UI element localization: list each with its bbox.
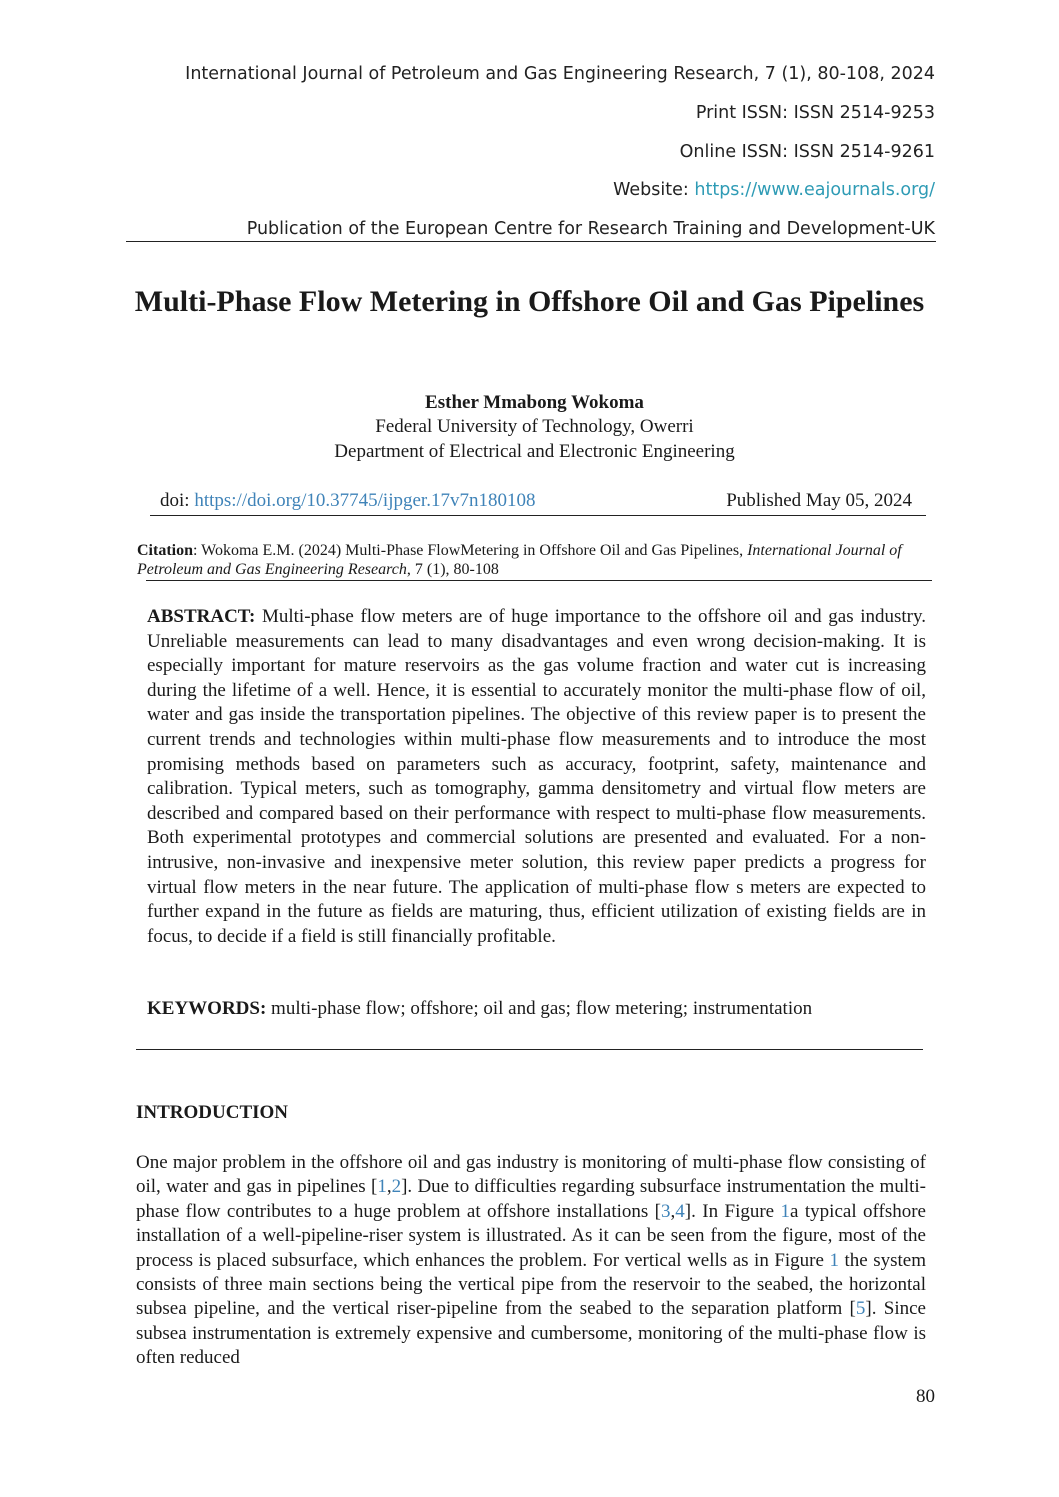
intro-text: ]. In Figure: [684, 1200, 781, 1222]
website-link[interactable]: https://www.eajournals.org/: [694, 180, 935, 200]
abstract-text: Multi-phase flow meters are of huge importance to the offshore oil and gas industry. Unreliable measurements can lead to many disadvantages and even wrong decision-making. It is especially important for mature reservoirs as the gas volume fraction and water cut is increasing during the lifetime of a well. Hence, it is essential to accurately monitor the multi-phase flow of oil, water and gas inside the transportation pipelines. The objective of this review paper is to present the current trends and technologies within multi-phase flow measurements and to introduce the most promising methods based on parameters such as accuracy, footprint, safety, maintenance and calibration. Typical meters, such as tomography, gamma densitometry and virtual flow meters are described and compared based on their performance with respect to multi-phase flow measurements. Both experimental prototypes and commercial solutions are presented and evaluated. For a non-intrusive, non-invasive and inexpensive meter solution, this review paper predicts a progress for virtual flow meters in the near future. The application of multi-phase flow s meters are expected to further expand in the future as fields are maturing, thus, efficient utilization of existing fields are in focus, to decide if a field is still financially profitable.: [147, 606, 926, 947]
intro-text: ,: [386, 1176, 392, 1198]
keywords-text: multi-phase flow; offshore; oil and gas; flow metering; instrumentation: [266, 998, 813, 1019]
doi-row: [160, 490, 912, 512]
online-issn: Online ISSN: ISSN 2514-9261: [679, 142, 935, 162]
reference-link[interactable]: 2: [391, 1176, 402, 1198]
doi-link[interactable]: https://doi.org/10.37745/ijpger.17v7n180108: [194, 490, 536, 511]
reference-link[interactable]: 4: [675, 1200, 685, 1222]
affiliation-university: Federal University of Technology, Owerri: [375, 416, 694, 437]
doi-label: doi:: [160, 490, 195, 511]
publisher-line: Publication of the European Centre for Research Training and Development-UK: [246, 219, 935, 239]
introduction-paragraph: [136, 1151, 926, 1371]
website-label: Website:: [613, 180, 695, 200]
website-line: [613, 180, 935, 200]
citation-label: Citation: [137, 542, 193, 559]
section-heading-introduction: INTRODUCTION: [136, 1102, 289, 1123]
intro-text: One major problem in the offshore oil and gas industry is monitoring of multi-phase flow consisting of oil, water and gas in pipelines [: [136, 1152, 926, 1198]
page-number: 80: [916, 1386, 935, 1407]
intro-text: the system consists of three main sections being the vertical pipe from the reservoir to the seabed, the horizontal subsea pipeline, and the vertical riser-pipeline from the seabed to the separation platform [: [136, 1249, 926, 1320]
reference-link[interactable]: 1: [377, 1176, 387, 1198]
citation-volume: , 7 (1), 80-108: [406, 561, 499, 578]
keywords-label: KEYWORDS:: [147, 998, 267, 1019]
page-title: Multi-Phase Flow Metering in Offshore Oil and Gas Pipelines: [134, 285, 925, 318]
figure-link[interactable]: 1: [780, 1200, 791, 1222]
abstract-label: ABSTRACT:: [147, 606, 256, 627]
print-issn: Print ISSN: ISSN 2514-9253: [695, 103, 935, 123]
intro-text: ,: [670, 1200, 676, 1222]
doi-divider: [150, 515, 926, 516]
header-divider: [126, 241, 936, 242]
figure-link[interactable]: 1: [829, 1249, 839, 1271]
reference-link[interactable]: 5: [855, 1298, 866, 1320]
intro-text: ]. Due to difficulties regarding subsurface instrumentation the multi-phase flow contributes to a huge problem at offshore installations [: [136, 1176, 926, 1222]
reference-link[interactable]: 3: [661, 1200, 671, 1222]
abstract: [147, 605, 926, 949]
intro-text: ]. Since subsea instrumentation is extremely expensive and cumbersome, monitoring of the multi-phase flow is often reduced: [136, 1298, 926, 1369]
keywords-divider: [136, 1049, 923, 1050]
intro-text: a typical offshore installation of a well-pipeline-riser system is illustrated. As it can be seen from the figure, most of the process is placed subsurface, which enhances the problem. For vertical wells as in Figure: [136, 1200, 926, 1271]
keywords: [147, 998, 926, 1020]
citation-text: : Wokoma E.M. (2024) Multi-Phase FlowMetering in Offshore Oil and Gas Pipelines,: [193, 542, 748, 559]
published-date: Published May 05, 2024: [726, 490, 912, 511]
citation: [137, 541, 927, 579]
affiliation-department: Department of Electrical and Electronic Engineering: [334, 441, 735, 462]
journal-line: International Journal of Petroleum and Gas Engineering Research, 7 (1), 80-108, 2024: [185, 64, 935, 84]
author-name: Esther Mmabong Wokoma: [425, 392, 644, 413]
citation-divider: [146, 580, 932, 581]
citation-journal: International Journal of Petroleum and Gas Engineering Research: [137, 542, 902, 578]
